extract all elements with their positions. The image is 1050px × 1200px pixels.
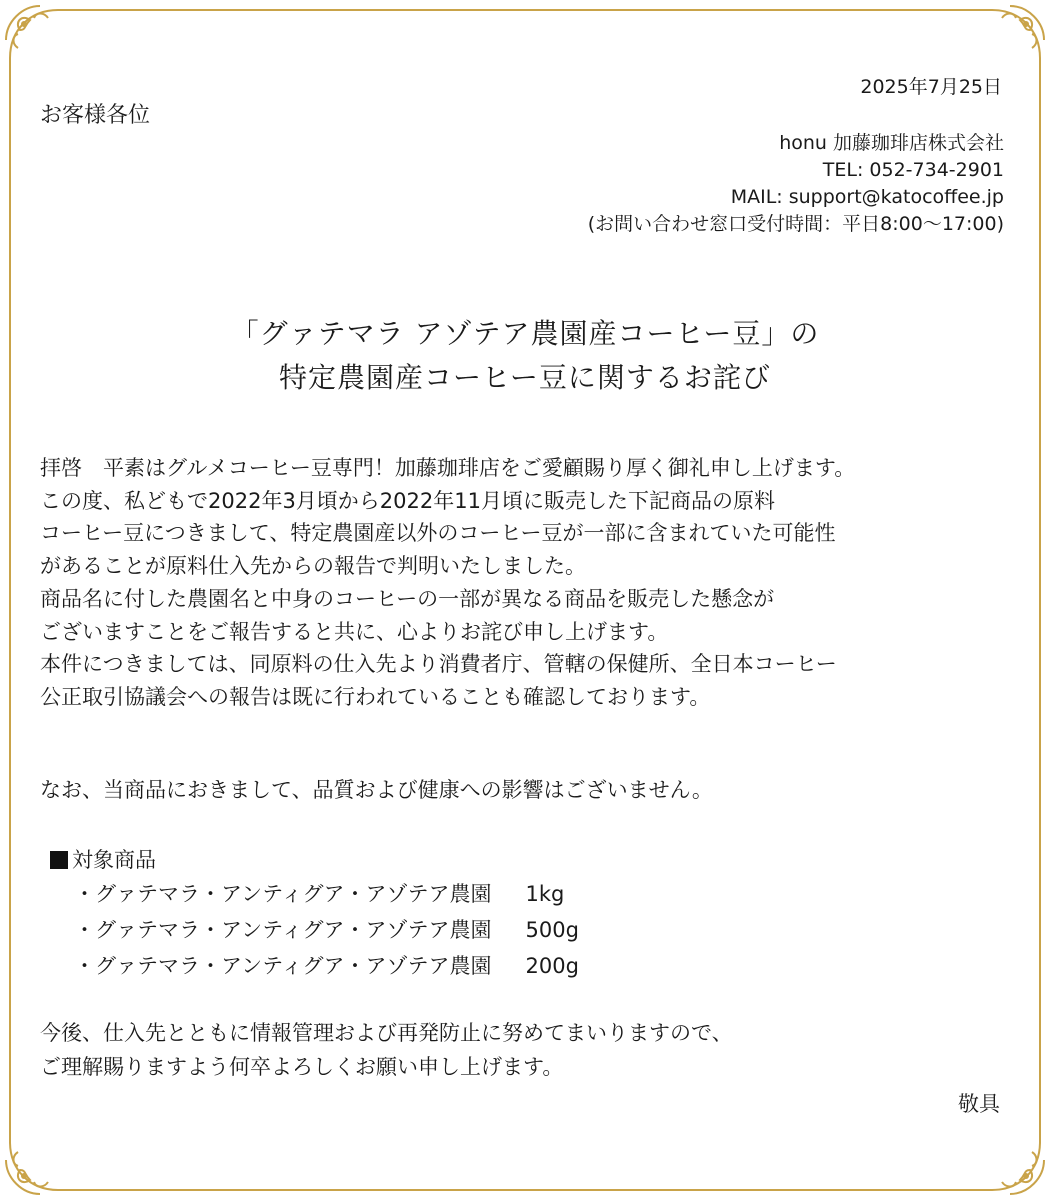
- product-name: ・グァテマラ・アンティグア・アゾテア農園: [74, 954, 492, 978]
- product-item: [74, 912, 579, 948]
- sender-mail: MAIL: support@katocoffee.jp: [730, 186, 1004, 208]
- body-line: 拝啓 平素はグルメコーヒー豆専門！加藤珈琲店をご愛顧賜り厚く御礼申し上げます。: [40, 456, 856, 480]
- product-size: 1kg: [525, 882, 565, 906]
- corner-ornament-bottom-right: [986, 1136, 1050, 1200]
- sign-off: 敬具: [958, 1092, 1000, 1116]
- sender-company: honu 加藤珈琲店株式会社: [779, 132, 1004, 154]
- products-heading: [50, 844, 156, 874]
- product-item: [74, 876, 579, 912]
- product-size: 200g: [525, 954, 579, 978]
- quality-note: なお、当商品におきまして、品質および健康への影響はございません。: [40, 778, 713, 802]
- frame-border-left: [9, 58, 11, 1142]
- closing-paragraph: [40, 1016, 733, 1084]
- body-line: コーヒー豆につきまして、特定農園産以外のコーヒー豆が一部に含まれていた可能性: [40, 521, 836, 546]
- black-square-icon: [50, 851, 68, 869]
- product-name: ・グァテマラ・アンティグア・アゾテア農園: [74, 918, 492, 942]
- frame-border-bottom: [58, 1189, 992, 1191]
- corner-ornament-bottom-left: [0, 1136, 64, 1200]
- body-line: 公正取引協議会への報告は既に行われていることも確認しております。: [40, 684, 711, 709]
- product-size: 500g: [525, 918, 579, 942]
- body-line: 本件につきましては、同原料の仕入先より消費者庁、管轄の保健所、全日本コーヒー: [40, 652, 837, 677]
- body-line: があることが原料仕入先からの報告で判明いたしました。: [40, 554, 586, 579]
- body-line: 商品名に付した農園名と中身のコーヒーの一部が異なる商品を販売した懸念が: [40, 586, 775, 611]
- letter-date: 2025年7月25日: [860, 76, 1002, 98]
- closing-line: ご理解賜りますよう何卒よろしくお願い申し上げます。: [40, 1055, 564, 1079]
- frame-border-right: [1039, 58, 1041, 1142]
- corner-ornament-top-left: [0, 0, 64, 64]
- products-heading-label: 対象商品: [72, 848, 156, 872]
- letter-body: [40, 452, 855, 714]
- product-name: ・グァテマラ・アンティグア・アゾテア農園: [74, 882, 492, 906]
- sender-tel: TEL: 052-734-2901: [822, 159, 1004, 181]
- body-line: ございますことをご報告すると共に、心よりお詫び申し上げます。: [40, 619, 669, 644]
- sender-hours: (お問い合わせ窓口受付時間：平日8:00～17:00): [587, 213, 1004, 235]
- title-line-1: 「グァテマラ アゾテア農園産コーヒー豆」の: [230, 317, 820, 350]
- sender-info: [588, 130, 1004, 238]
- letter-title: [0, 312, 1050, 400]
- product-item: [74, 948, 579, 984]
- closing-line: 今後、仕入先とともに情報管理および再発防止に努めてまいりますので、: [40, 1021, 733, 1045]
- body-line: この度、私どもで2022年3月頃から2022年11月頃に販売した下記商品の原料: [40, 488, 775, 513]
- title-line-2: 特定農園産コーヒー豆に関するお詫び: [279, 361, 771, 394]
- product-list: [74, 876, 579, 984]
- frame-border-top: [58, 9, 992, 11]
- recipient-salutation: お客様各位: [40, 103, 151, 128]
- corner-ornament-top-right: [986, 0, 1050, 64]
